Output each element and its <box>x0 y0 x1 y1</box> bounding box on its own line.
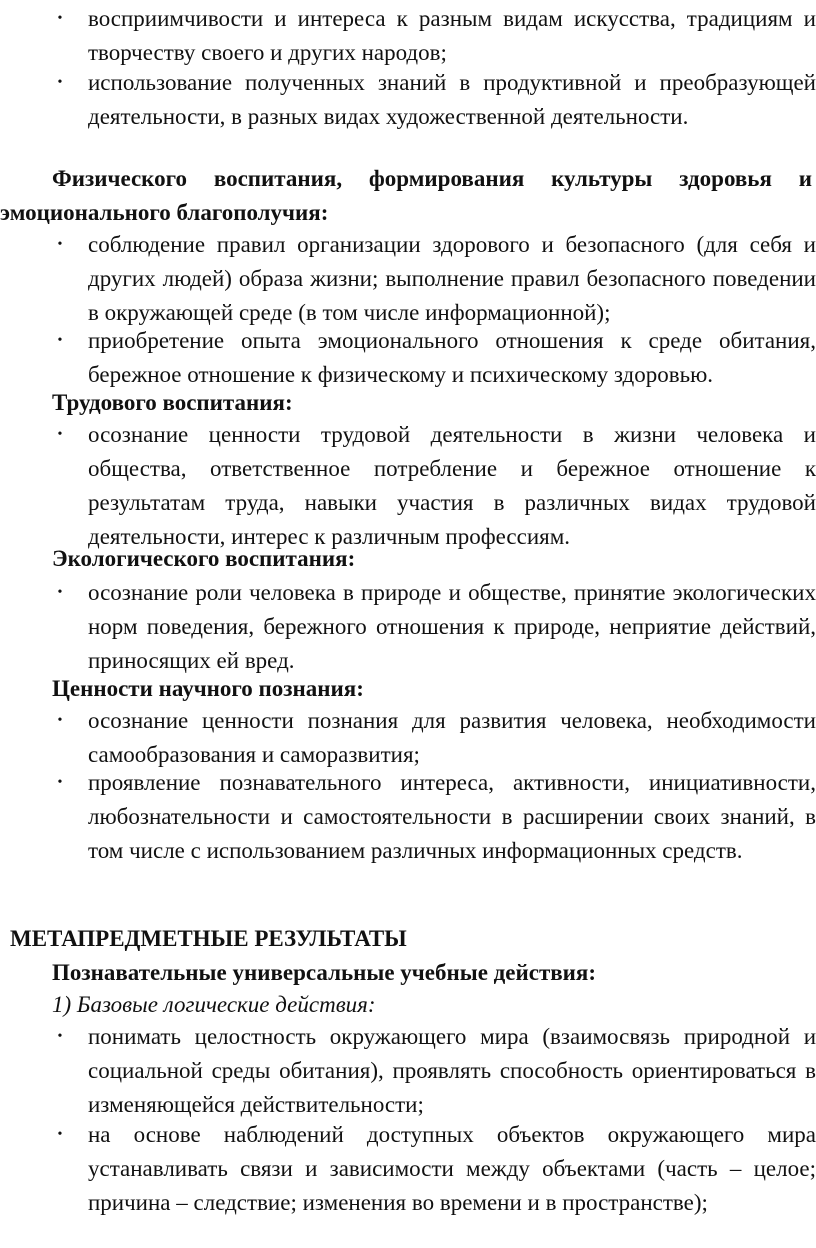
bullet-icon: • <box>57 237 63 252</box>
heading-scientific-knowledge: Ценности научного познания: <box>52 676 364 701</box>
list-item <box>52 228 816 330</box>
bullet-icon: • <box>57 585 63 600</box>
list-item-text: соблюдение правил организации здорового и безопасного (для себя и других людей) образа жизни; выполнение правил безопасного поведении в окружающей среде (в том числе информационной); <box>88 232 816 325</box>
list-item-text: проявление познавательного интереса, активности, инициативности, любознательности и самостоятельности в расширении своих знаний, в том числе с использованием различных информационных средств. <box>88 770 816 863</box>
list-item <box>52 704 816 772</box>
bullet-icon: • <box>57 333 63 348</box>
list-item-text: использование полученных знаний в продуктивной и преобразующей деятельности, в разных видах художественной деятельности. <box>88 70 816 129</box>
bullet-icon: • <box>57 713 63 728</box>
list-item-text: осознание ценности познания для развития человека, необходимости самообразования и саморазвития; <box>88 708 816 767</box>
heading-cognitive-actions: Познавательные универсальные учебные действия: <box>52 960 597 985</box>
bullet-icon: • <box>57 775 63 790</box>
bullet-icon: • <box>57 1127 63 1142</box>
bullet-icon: • <box>57 11 63 26</box>
list-item <box>52 418 816 554</box>
bullet-icon: • <box>57 75 63 90</box>
bullet-icon: • <box>57 1029 63 1044</box>
bullet-icon: • <box>57 427 63 442</box>
list-item <box>52 66 816 134</box>
list-item-text: осознание ценности трудовой деятельности в жизни человека и общества, ответственное потребление и бережное отношение к результатам труда, навыки участия в различных видах трудовой деятельности, интерес к различным профессиям. <box>88 422 816 549</box>
heading-ecological-education: Экологического воспитания: <box>52 546 356 571</box>
list-item-text: на основе наблюдений доступных объектов окружающего мира устанавливать связи и зависимости между объектами (часть – целое; причина – следствие; изменения во времени и в пространстве); <box>88 1122 816 1215</box>
list-item-text: приобретение опыта эмоционального отношения к среде обитания, бережное отношение к физическому и психическому здоровью. <box>88 328 816 387</box>
list-item <box>52 766 816 868</box>
list-item <box>52 324 816 392</box>
heading-physical-education: Физического воспитания, формирования культуры здоровья и эмоционального благополучия: <box>0 166 812 225</box>
list-item <box>52 2 816 70</box>
list-item-text: осознание роли человека в природе и обществе, принятие экологических норм поведения, бережного отношения к природе, неприятие действий, приносящих ей вред. <box>88 580 816 673</box>
heading-labor-education: Трудового воспитания: <box>52 390 293 415</box>
list-item <box>52 576 816 678</box>
list-item <box>52 1020 816 1122</box>
list-item-text: восприимчивости и интереса к разным видам искусства, традициям и творчеству своего и других народов; <box>88 6 816 65</box>
subheading-basic-logical-actions: 1) Базовые логические действия: <box>52 992 376 1017</box>
section-title-metasubject-results: МЕТАПРЕДМЕТНЫЕ РЕЗУЛЬТАТЫ <box>10 926 407 951</box>
list-item <box>52 1118 816 1220</box>
list-item-text: понимать целостность окружающего мира (взаимосвязь природной и социальной среды обитания), проявлять способность ориентироваться в изменяющейся действительности; <box>88 1024 816 1117</box>
